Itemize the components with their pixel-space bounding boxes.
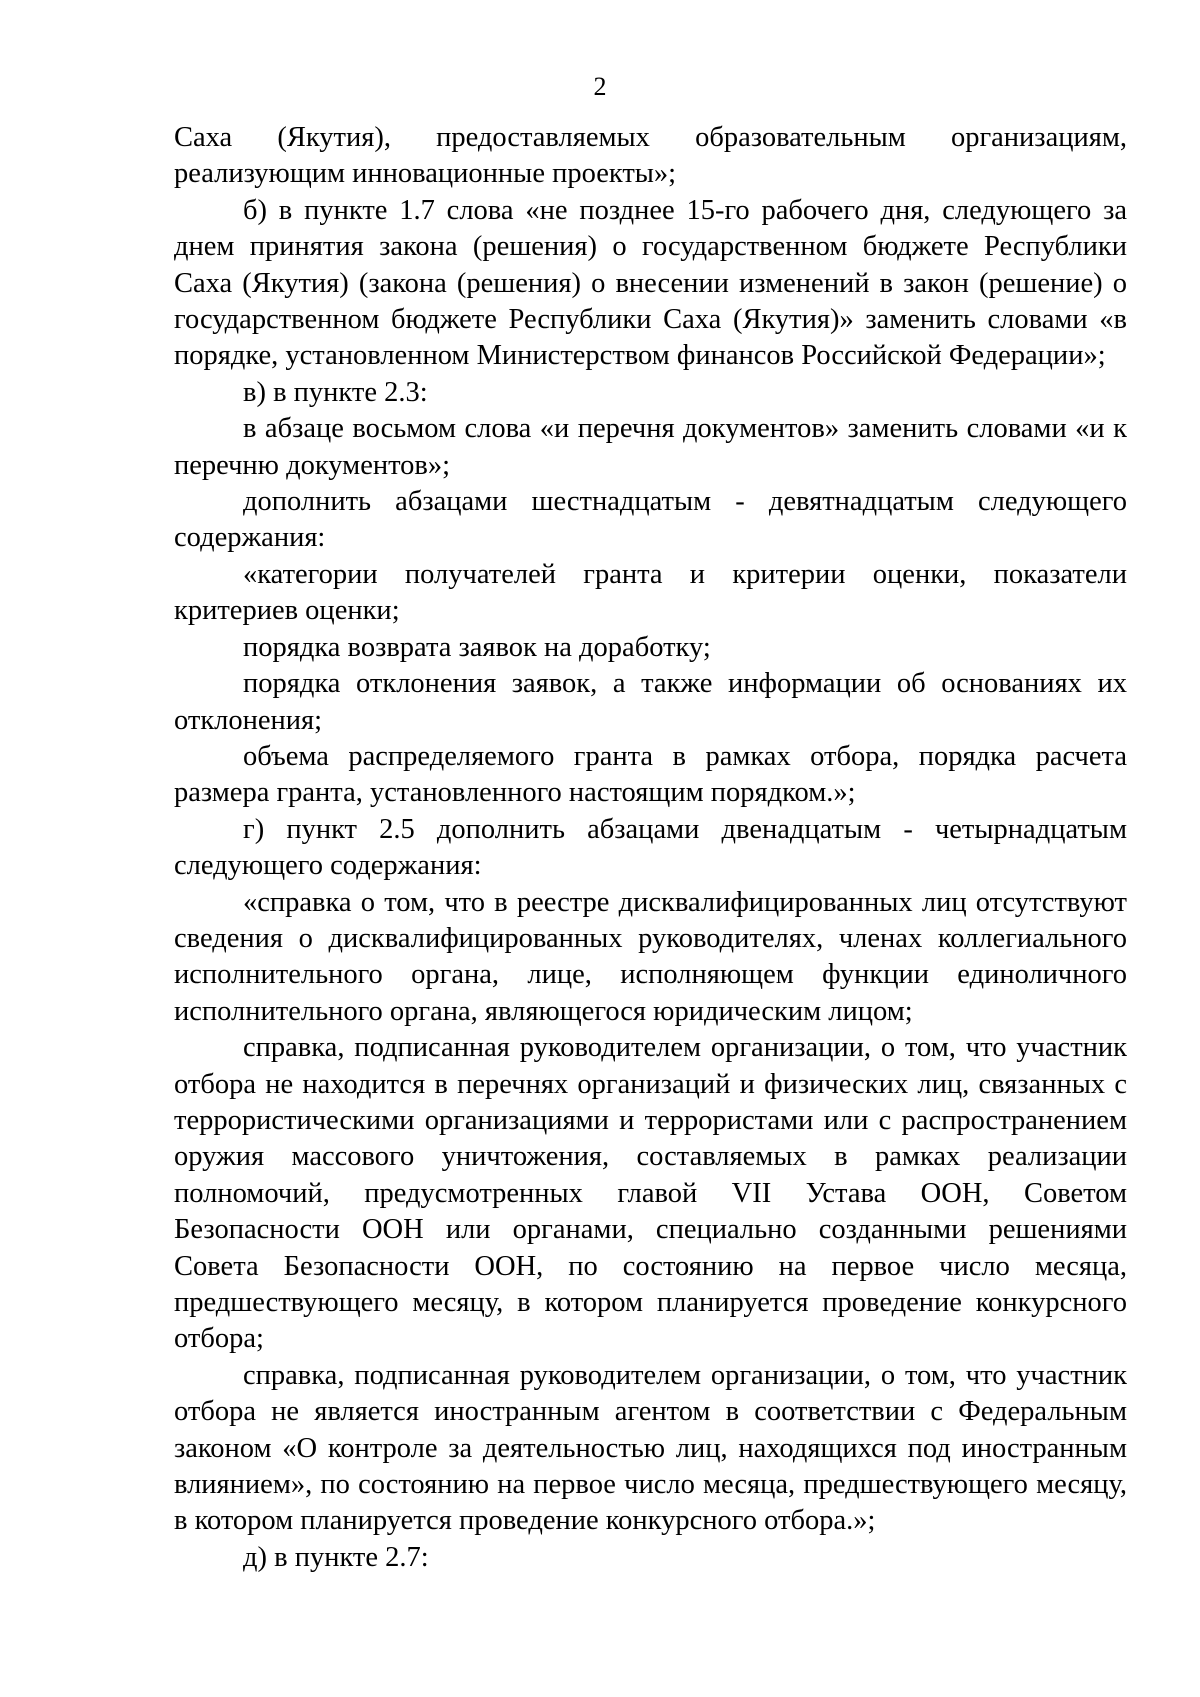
paragraph-continuation: Саха (Якутия), предоставляемых образовательным организациям, реализующим инновационные проекты»; <box>174 122 1127 190</box>
page-number: 2 <box>593 72 607 101</box>
document-body <box>174 120 1127 1576</box>
paragraph-item-d: д) в пункте 2.7: <box>243 1541 429 1573</box>
paragraph-quoted: «категории получателей гранта и критерии оценки, показатели критериев оценки; <box>174 558 1127 627</box>
paragraph-item-v: в) в пункте 2.3: <box>243 376 428 408</box>
paragraph-quoted: справка, подписанная руководителем организации, о том, что участник отбора не является иностранным агентом в соответствии с Федеральным законом «О контроле за деятельностью лиц, находящихся под иностранным влиянием», по состоянию на первое число месяца, предшествующего месяцу, в котором планируется проведение конкурсного отбора.»; <box>174 1359 1127 1537</box>
paragraph-item-b: б) в пункте 1.7 слова «не позднее 15-го рабочего дня, следующего за днем принятия закона (решения) о государственном бюджете Республики Саха (Якутия) (закона (решения) о внесении изменений в закон (решение) о государственном бюджете Республики Саха (Якутия)» заменить словами «в порядке, установленном Министерством финансов Российской Федерации»; <box>174 194 1127 372</box>
paragraph-quoted: справка, подписанная руководителем организации, о том, что участник отбора не находится в перечнях организаций и физических лиц, связанных с террористическими организациями и террористами или с распространением оружия массового уничтожения, составляемых в рамках реализации полномочий, предусмотренных главой VII Устава ООН, Советом Безопасности ООН или органами, специально созданными решениями Совета Безопасности ООН, по состоянию на первое число месяца, предшествующего месяцу, в котором планируется проведение конкурсного отбора; <box>174 1032 1127 1355</box>
paragraph-quoted: порядка отклонения заявок, а также информации об основаниях их отклонения; <box>174 668 1127 736</box>
paragraph-subitem: дополнить абзацами шестнадцатым - девятнадцатым следующего содержания: <box>174 486 1127 554</box>
paragraph-quoted: объема распределяемого гранта в рамках отбора, порядка расчета размера гранта, установленного настоящим порядком.»; <box>174 740 1127 809</box>
paragraph-quoted: порядка возврата заявок на доработку; <box>243 631 711 663</box>
paragraph-quoted: «справка о том, что в реестре дисквалифицированных лиц отсутствуют сведения о дисквалифицированных руководителях, членах коллегиального исполнительного органа, лице, исполняющем функции единоличного исполнительного органа, являющегося юридическим лицом; <box>174 886 1127 1027</box>
paragraph-subitem: в абзаце восьмом слова «и перечня документов» заменить словами «и к перечню документов»; <box>174 413 1127 481</box>
paragraph-item-g: г) пункт 2.5 дополнить абзацами двенадцатым - четырнадцатым следующего содержания: <box>174 813 1127 882</box>
